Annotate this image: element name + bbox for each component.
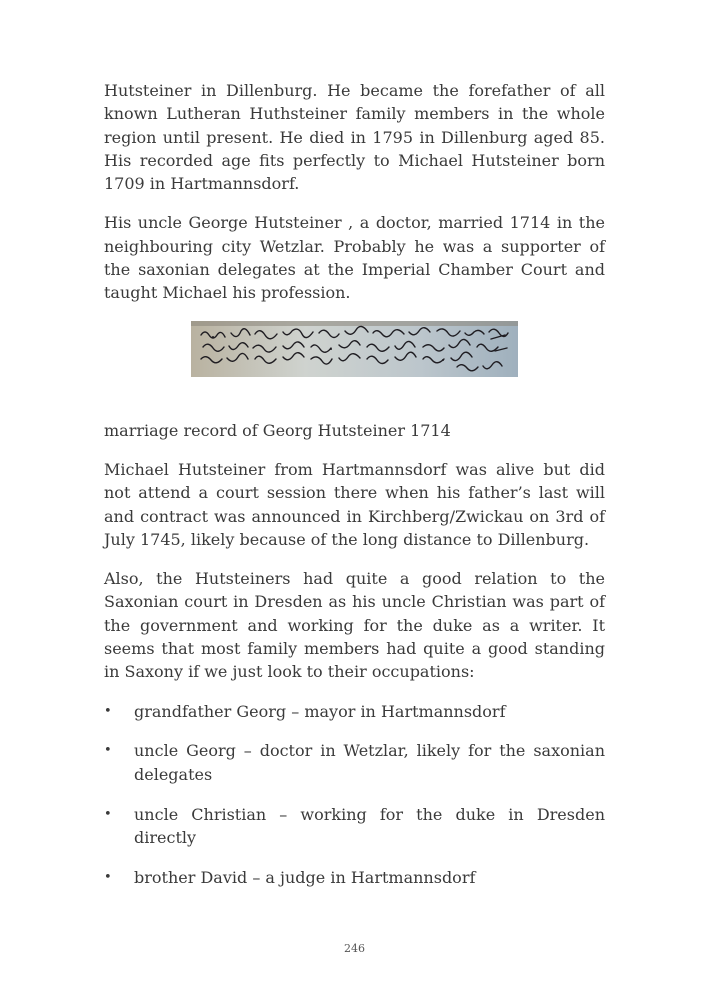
paragraph-4: Also, the Hutsteiners had quite a good relation to the Saxonian court in Dresden as his uncle Christian was part of the government and working for the duke as a writer. It seems that most family members had quite a good standing in Saxony if we just look to their occupations: xyxy=(104,569,605,682)
list-item xyxy=(104,803,605,850)
list-item xyxy=(104,866,605,889)
list-item-text: brother David – a judge in Hartmannsdorf xyxy=(134,867,476,887)
marriage-record-image xyxy=(191,321,518,377)
bullet-icon: • xyxy=(104,743,112,759)
page-number: 246 xyxy=(344,942,365,955)
bullet-icon: • xyxy=(104,806,112,822)
paragraph-2: His uncle George Hutsteiner , a doctor, married 1714 in the neighbouring city Wetzlar. Probably he was a supporter of the saxonian delegates at the Imperial Chamber Court and taught Michael his profession. xyxy=(104,213,605,303)
paragraph-3: Michael Hutsteiner from Hartmannsdorf was alive but did not attend a court session there when his father’s last will and contract was announced in Kirchberg/Zwickau on 3rd of July 1745, likely because of the long distance to Dillenburg. xyxy=(104,459,605,549)
marriage-record-figure xyxy=(104,321,605,377)
list-item xyxy=(104,700,605,723)
list-item xyxy=(104,739,605,786)
list-item-text: uncle Georg – doctor in Wetzlar, likely for the saxonian delegates xyxy=(134,741,605,784)
bullet-icon: • xyxy=(104,869,112,885)
page-body xyxy=(104,79,605,905)
list-item-text: uncle Christian – working for the duke in Dresden directly xyxy=(134,804,605,847)
occupations-list xyxy=(104,700,605,889)
paragraph-1: Hutsteiner in Dillenburg. He became the forefather of all known Lutheran Huthsteiner family members in the whole region until present. He died in 1795 in Dillenburg aged 85. His recorded age fits perfectly to Michael Hutsteiner born 1709 in Hartmannsdorf. xyxy=(104,81,605,194)
figure-caption: marriage record of Georg Hutsteiner 1714 xyxy=(104,420,451,440)
bullet-icon: • xyxy=(104,703,112,719)
list-item-text: grandfather Georg – mayor in Hartmannsdorf xyxy=(134,701,506,721)
